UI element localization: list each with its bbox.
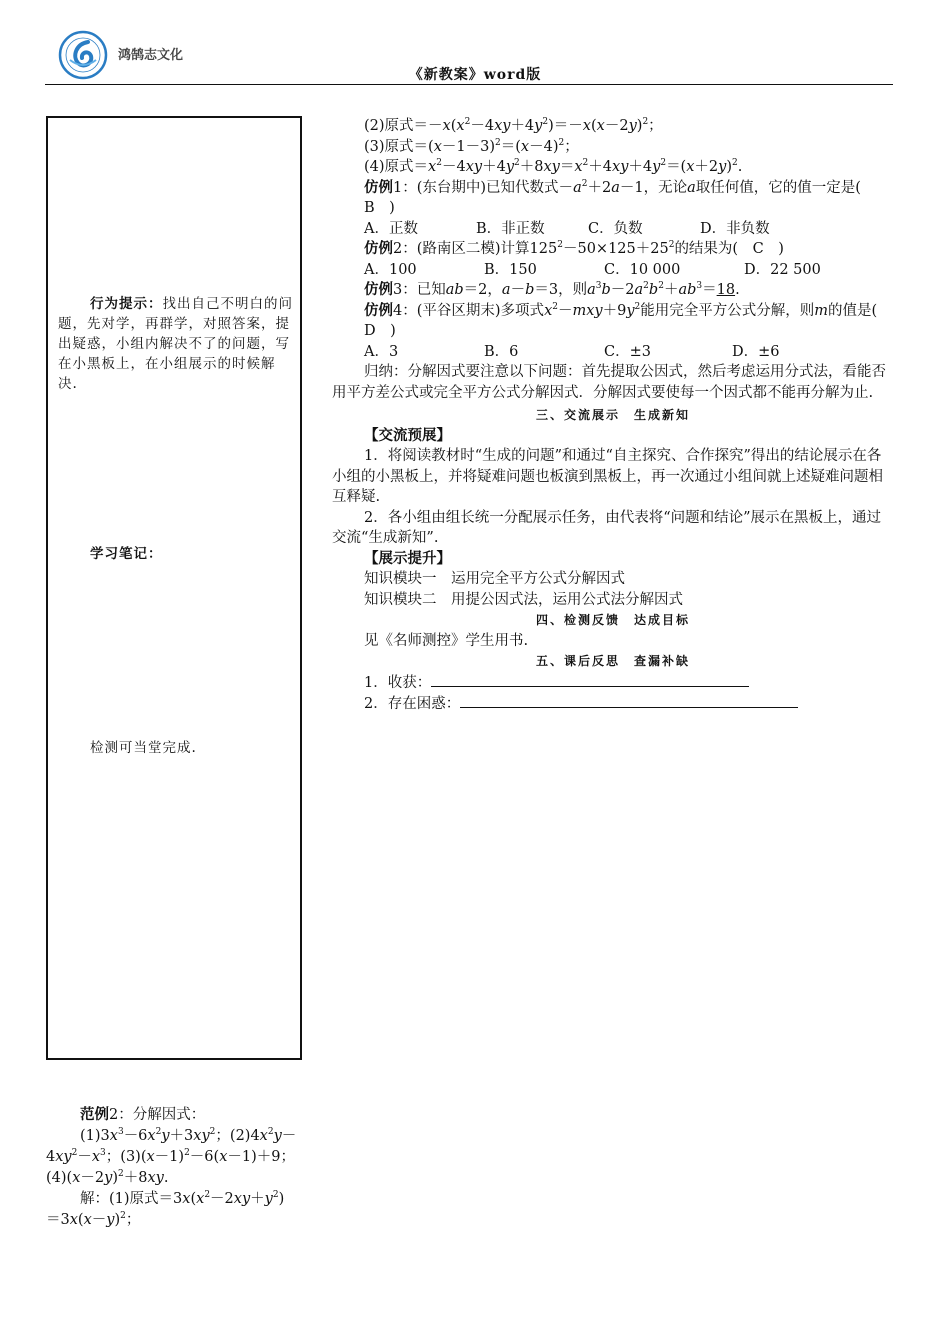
example-1: 仿例1：(东台期中)已知代数式$-a^2+2a-1$，无论a取任何值，它的值一定是( B ) [364, 178, 876, 216]
problem-line-1: $(1)3x^3-6x^2y+3xy^2$；$(2)4x^2y-$ [80, 1127, 297, 1144]
see-book-note: 见《名师测控》学生用书. [364, 632, 529, 649]
gains-blank-line [431, 672, 749, 687]
solution-line-3: (3)原式$=(x-1-3)^2=(x-4)^2$； [364, 137, 579, 155]
worked-example-title: 范例2：分解因式： [80, 1106, 206, 1123]
option-a: A．100 [364, 261, 417, 278]
option-d: D．22 500 [744, 261, 821, 278]
confusions-blank-line [460, 693, 798, 708]
behavior-tip-label: 行为提示： [90, 296, 163, 312]
improve-heading: 【展示提升】 [364, 549, 451, 567]
worked-example-2 [46, 1104, 308, 1231]
knowledge-module-2: 知识模块二 用提公因式法，运用公式法分解因式 [364, 591, 683, 608]
example-3: 仿例3：已知ab＝2，a－b＝3，则$a^3b-2a^2b^2+ab^3=18$. [364, 281, 740, 298]
preview-item-2: 2．各小组由组长统一分配展示任务，由代表将“问题和结论”展示在黑板上，通过交流“生成新知”. [332, 509, 882, 546]
solution-line-4: (4)原式$=x^2-4xy+4y^2+8xy=x^2+4xy+4y^2=(x+2y)^2$. [364, 158, 743, 175]
reflection-gains: 1．收获： [332, 672, 894, 694]
answer-18: 18 [716, 282, 736, 298]
example-4: 仿例4：(平谷区期末)多项式$x^2-mxy+9y^2$能用完全平方公式分解，则m的值是( D ) [364, 301, 892, 339]
option-b: B．150 [484, 261, 537, 278]
section-4-heading: 四、检测反馈 达成目标 [535, 613, 690, 627]
main-content [332, 116, 894, 715]
check-note: 检测可当堂完成. [90, 740, 197, 756]
option-c: C．负数 [588, 220, 643, 237]
header-divider [45, 84, 893, 85]
study-notes-label: 学习笔记： [90, 546, 163, 562]
solution-line-1b: $=3x(x-y)^2$； [46, 1211, 141, 1228]
example-2: 仿例2：(路南区二模)计算$125^2-50\times 125+25^2$的结果为( C ) [364, 240, 784, 257]
problem-line-2: $4xy^2-x^3$；$(3)(x-1)^2-6(x-1)+9$； [46, 1148, 295, 1165]
option-b: B．6 [484, 343, 519, 360]
summary-text: 分解因式要注意以下问题：首先提取公因式，然后考虑运用分式法，看能否用平方差公式或完全平方公式分解因式．分解因式要使每一个因式都不能再分解为止. [332, 364, 886, 401]
option-d: D．±6 [732, 343, 780, 360]
example-2-options [332, 260, 894, 281]
summary-label: 归纳： [364, 364, 408, 380]
option-b: B．非正数 [476, 220, 545, 237]
option-c: C．10 000 [604, 261, 681, 278]
preview-item-1: 1．将阅读教材时“生成的问题”和通过“自主探究、合作探究”得出的结论展示在各小组的小黑板上，并将疑难问题也板演到黑板上，再一次通过小组间就上述疑难问题相互释疑. [332, 448, 883, 505]
behavior-tip-text: 找出自己不明白的问题，先对学，再群学，对照答案，提出疑惑，小组内解决不了的问题，写在小黑板上，在小组展示的时候解决. [58, 296, 293, 392]
behavior-tip [58, 294, 294, 394]
example-4-options [332, 342, 894, 363]
option-a: A．正数 [364, 220, 418, 237]
option-a: A．3 [364, 343, 399, 360]
document-title: 《新教案》word版 [408, 67, 542, 83]
problem-line-3: $(4)(x-2y)^2+8xy$. [46, 1169, 169, 1186]
section-3-heading: 三、交流展示 生成新知 [535, 408, 690, 422]
solution-line-1a: 解：(1)原式$=3x(x^2-2xy+y^2)$ [80, 1190, 285, 1207]
sidebar-box [46, 116, 302, 1060]
knowledge-module-1: 知识模块一 运用完全平方公式分解因式 [364, 571, 625, 587]
company-logo-text: 鸿鹄志文化 [118, 48, 184, 63]
preview-heading: 【交流预展】 [364, 426, 451, 444]
solution-line-2: (2)原式$=-x(x^2-4xy+4y^2)=-x(x-2y)^2$； [364, 117, 663, 134]
option-d: D．非负数 [700, 220, 770, 237]
section-5-heading: 五、课后反思 查漏补缺 [535, 654, 690, 668]
summary [332, 362, 894, 403]
example-1-options [332, 219, 894, 240]
option-c: C．±3 [604, 343, 651, 360]
reflection-confusions: 2．存在困惑： [332, 693, 894, 715]
